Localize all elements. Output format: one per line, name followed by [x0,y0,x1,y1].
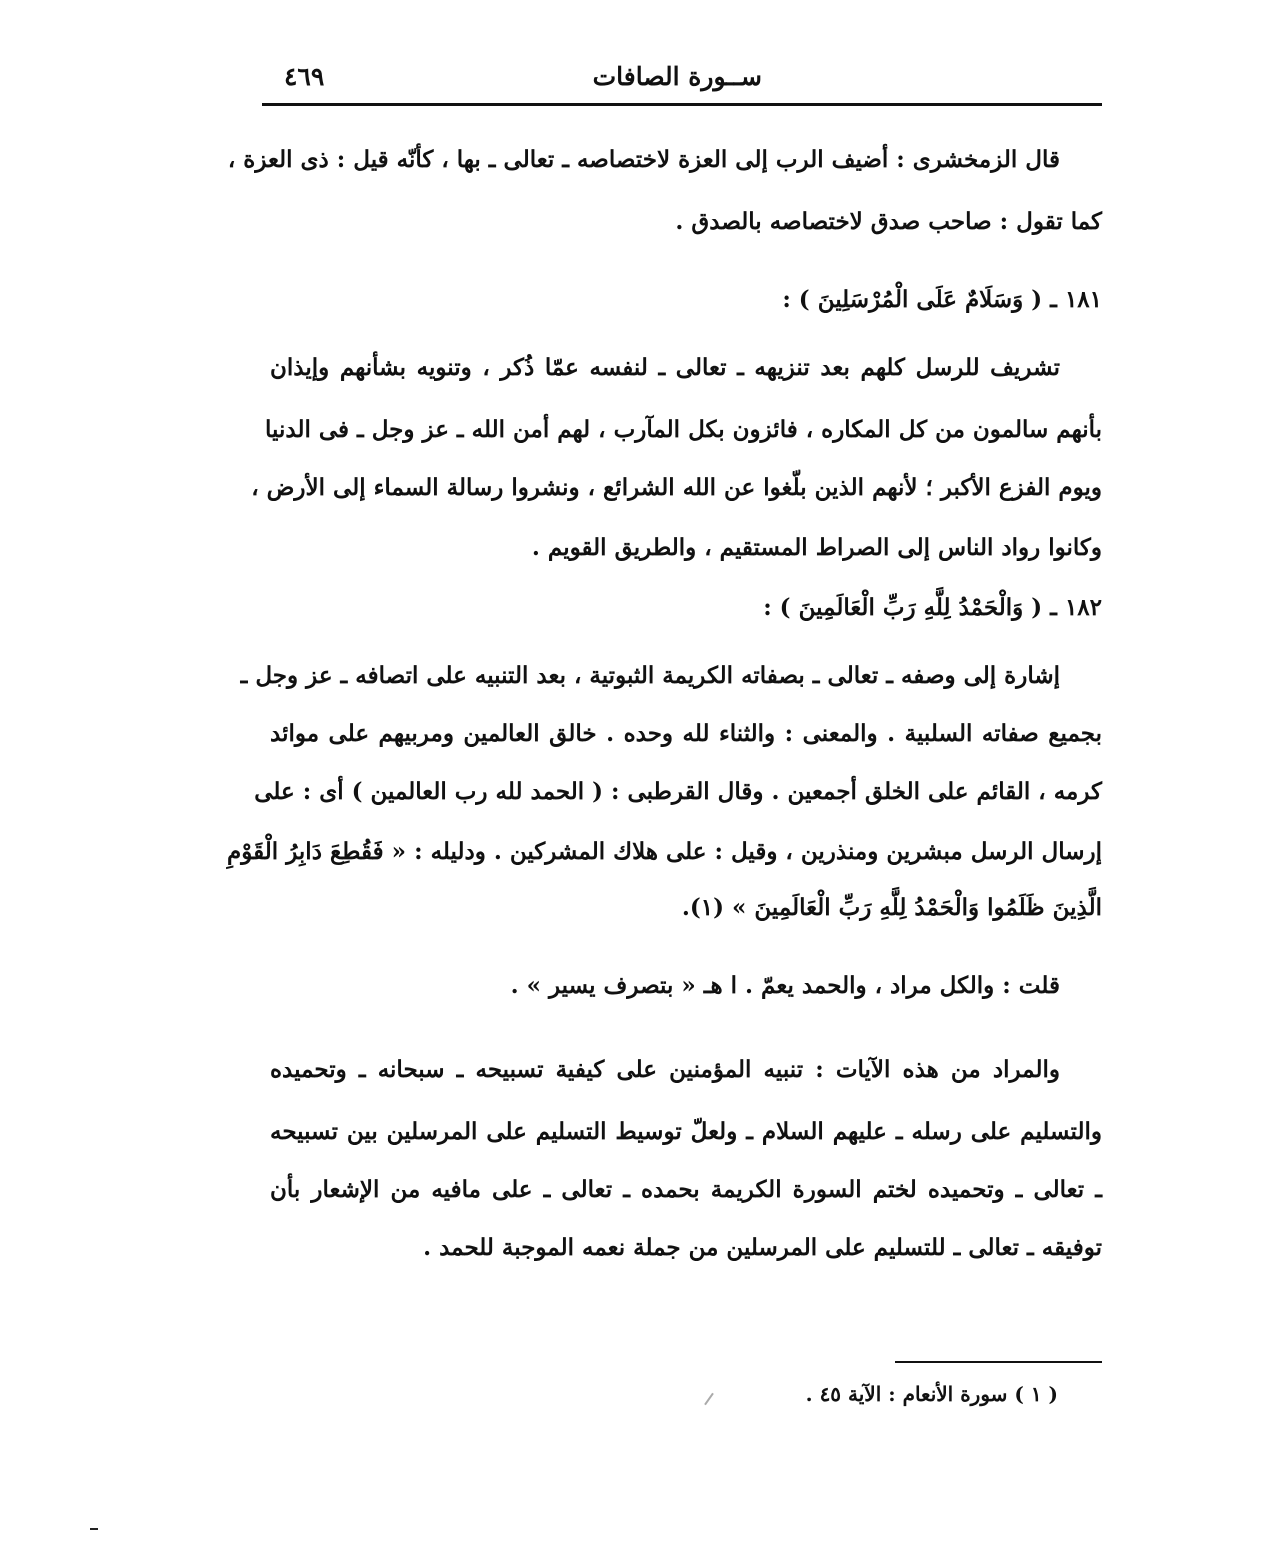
footnote-rule [895,1361,1102,1363]
scan-speck [90,1528,98,1530]
text-line: الَّذِينَ ظَلَمُوا وَالْحَمْدُ لِلَّهِ رَبِّ الْعَالَمِينَ » (١). [681,894,1102,921]
text-line: ويوم الفزع الأكبر ؛ لأنهم الذين بلّغوا عن الله الشرائع ، ونشروا رسالة السماء إلى الأرض ، [251,474,1102,501]
text-line: تشريف للرسل كلهم بعد تنزيهه ـ تعالى ـ لنفسه عمّا ذُكر ، وتنويه بشأنهم وإيذان [270,354,1060,381]
text-line: كرمه ، القائم على الخلق أجمعين . وقال القرطبى : ( الحمد لله رب العالمين ) أى : على [254,778,1102,805]
text-line: قلت : والكل مراد ، والحمد يعمّ . ا هـ « بتصرف يسير » . [510,972,1060,999]
text-line: بجميع صفاته السلبية . والمعنى : والثناء لله وحده . خالق العالمين ومربيهم على موائد [270,720,1102,747]
scan-speck [704,1393,714,1406]
text-line: توفيقه ـ تعالى ـ للتسليم على المرسلين من جملة نعمه الموجبة للحمد . [423,1234,1102,1261]
text-line: إشارة إلى وصفه ـ تعالى ـ بصفاته الكريمة الثبوتية ، بعد التنبيه على اتصافه ـ عز وجل ـ [240,662,1060,689]
text-line: والتسليم على رسله ـ عليهم السلام ـ ولعلّ توسيط التسليم على المرسلين بين تسبيحه [270,1118,1102,1145]
header-rule [262,103,1102,106]
text-line: قال الزمخشرى : أضيف الرب إلى العزة لاختصاصه ـ تعالى ـ بها ، كأنّه قيل : ذى العزة ، [227,146,1060,173]
page-number: ٤٦٩ [284,62,325,91]
text-line: والمراد من هذه الآيات : تنبيه المؤمنين على كيفية تسبيحه ـ سبحانه ـ وتحميده [270,1056,1060,1083]
text-line: بأنهم سالمون من كل المكاره ، فائزون بكل المآرب ، لهم أمن الله ـ عز وجل ـ فى الدنيا [265,416,1102,443]
text-line: إرسال الرسل مبشرين ومنذرين ، وقيل : على هلاك المشركين . ودليله : « فَقُطِعَ دَابِرُ الْقَوْمِ [227,838,1102,865]
text-line: وكانوا رواد الناس إلى الصراط المستقيم ، والطريق القويم . [531,534,1102,561]
footnote: ( ١ ) سورة الأنعام : الآية ٤٥ . [805,1382,1058,1406]
page-header [262,56,1102,100]
verse-heading-181: ١٨١ ـ ( وَسَلَامٌ عَلَى الْمُرْسَلِينَ ) : [782,286,1102,313]
verse-heading-182: ١٨٢ ـ ( وَالْحَمْدُ لِلَّهِ رَبِّ الْعَالَمِينَ ) : [763,594,1102,621]
text-line: كما تقول : صاحب صدق لاختصاصه بالصدق . [675,208,1102,235]
text-line: ـ تعالى ـ وتحميده لختم السورة الكريمة بحمده ـ تعالى ـ على مافيه من الإشعار بأن [270,1176,1102,1203]
surah-title: ســورة الصافات [592,62,762,91]
